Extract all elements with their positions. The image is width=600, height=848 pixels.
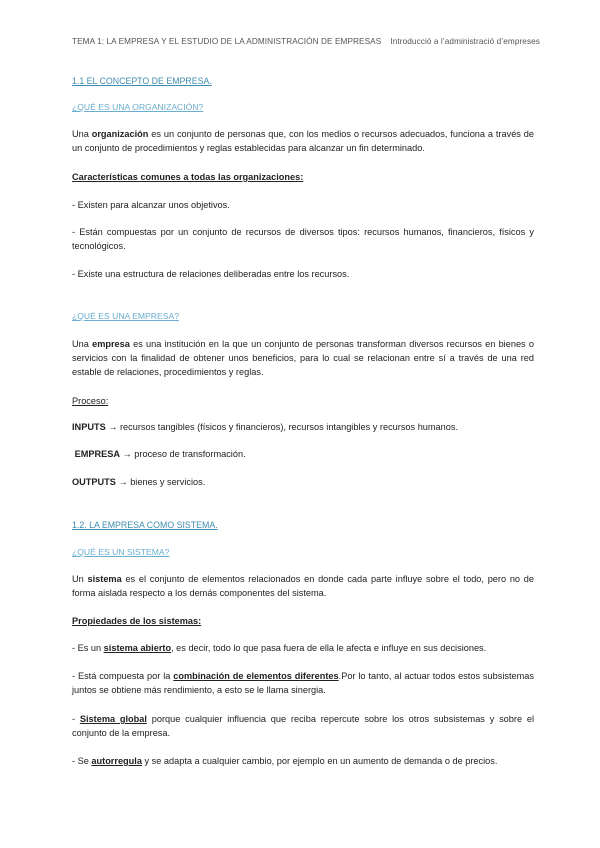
list-item: - Es un sistema abierto, es decir, todo lo que pasa fuera de ella le afecta e influye en sus decisiones. [72, 643, 487, 653]
section-title-1-1: 1.1 EL CONCEPTO DE EMPRESA. [72, 76, 212, 86]
list-item: - Se autorregula y se adapta a cualquier cambio, por ejemplo en un aumento de demanda o de precios. [72, 756, 498, 766]
question-sistema: ¿QUÉ ES UN SISTEMA? [72, 547, 170, 557]
question-empresa: ¿QUÉ ES UNA EMPRESA? [72, 311, 179, 321]
list-item: - Sistema global porque cualquier influencia que reciba repercute sobre los otros subsistemas y sobre el conjunto de la empresa. [72, 714, 534, 738]
header-subject: Introducció a l’administració d’empreses [390, 37, 540, 46]
term-organizacion: organización [91, 129, 149, 139]
question-organizacion: ¿QUÉ ES UNA ORGANIZACIÓN? [72, 102, 204, 112]
heading-propiedades: Propiedades de los sistemas: [72, 616, 202, 626]
heading-caracteristicas: Características comunes a todas las organizaciones: [72, 172, 304, 182]
page-header [72, 37, 540, 46]
list-item: - Existe una estructura de relaciones deliberadas entre los recursos. [72, 269, 350, 279]
paragraph-organizacion: Una organización es un conjunto de personas que, con los medios o recursos adecuados, funciona a través de un conjunto de procedimientos y reglas establecidas para alcanzar un fin determinado. [72, 129, 534, 153]
list-item: - Existen para alcanzar unos objetivos. [72, 200, 230, 210]
heading-proceso: Proceso: [72, 396, 109, 406]
list-item: - Está compuesta por la combinación de elementos diferentes.Por lo tanto, al actuar todos estos subsistemas juntos se obtiene más rendimiento, a esto se le llama sinergia. [72, 671, 534, 695]
section-title-1-2: 1.2. LA EMPRESA COMO SISTEMA. [72, 520, 218, 530]
process-empresa: EMPRESA → proceso de transformación. [74, 449, 246, 459]
header-course-title: TEMA 1: LA EMPRESA Y EL ESTUDIO DE LA ADMINISTRACIÓN DE EMPRESAS [72, 37, 382, 46]
list-item: - Están compuestas por un conjunto de recursos de diversos tipos: recursos humanos, financieros, físicos y tecnológicos. [72, 227, 534, 251]
paragraph-empresa: Una empresa es una institución en la que un conjunto de personas transforman diversos recursos en bienes o servicios con la finalidad de obtener unos beneficios, para lo cual se relacionan entre sí a través de una red estable de relaciones, procedimientos y reglas. [72, 339, 534, 377]
process-inputs: INPUTS → recursos tangibles (físicos y financieros), recursos intangibles y recursos humanos. [72, 422, 459, 432]
term-sistema: sistema [87, 574, 122, 584]
term-empresa: empresa [92, 339, 130, 349]
paragraph-sistema: Un sistema es el conjunto de elementos relacionados en donde cada parte influye sobre el todo, pero no de forma aislada respecto a los demás componentes del sistema. [72, 574, 534, 598]
process-outputs: OUTPUTS → bienes y servicios. [72, 477, 206, 487]
